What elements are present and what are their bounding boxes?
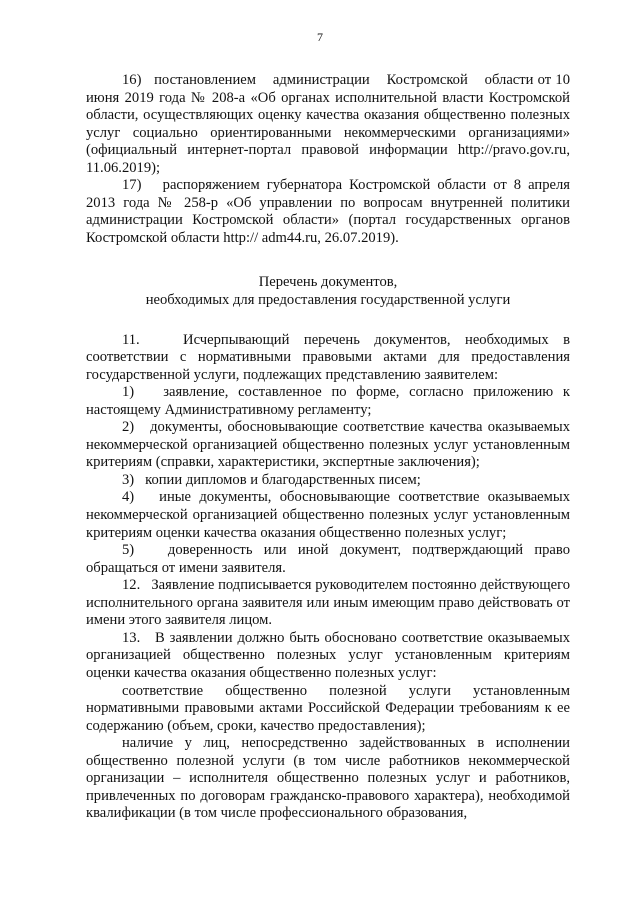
paragraph-criterion-qualification: наличие у лиц, непосредственно задействованных в исполнении общественно полезной услуги (в том числе работников некоммерческой организации – исполнителя общественно полезных услуг и работников, привлеченных по договорам гражданско-правового характера), необходимой квалификации (в том числе профессионального образования, [86, 735, 570, 822]
document-body [86, 72, 570, 823]
paragraph-clause-12: 12. Заявление подписывается руководителем постоянно действующего исполнительного органа заявителя или иным имеющим право действовать от имени этого заявителя лицом. [86, 577, 570, 629]
list-item-1: 1) заявление, составленное по форме, согласно приложению к настоящему Административному регламенту; [86, 384, 570, 418]
paragraph-clause-13: 13. В заявлении должно быть обосновано соответствие оказываемых организацией общественно полезных услуг установленным критериям оценки качества оказания общественно полезных услуг: [86, 629, 570, 681]
section-heading-line-1: Перечень документов, [258, 274, 398, 291]
section-heading-line-2: необходимых для предоставления государственной услуги [145, 292, 511, 309]
paragraph-criterion-content: соответствие общественно полезной услуги установленным нормативными правовыми актами Российской Федерации требованиям к ее содержанию (объем, сроки, качество предоставления); [86, 682, 570, 734]
list-item-4: 4) иные документы, обосновывающие соответствие оказываемых некоммерческой организацией общественно полезных услуг установленным критериям оценки качества оказания общественно полезных услуг; [86, 489, 570, 541]
paragraph-item-17: 17) распоряжением губернатора Костромской области от 8 апреля 2013 года № 258-р «Об управлении по вопросам внутренней политики администрации Костромской области» (портал государственных органов Костромской области http:// adm44.ru, 26.07.2019). [86, 177, 570, 246]
paragraph-clause-11: 11. Исчерпывающий перечень документов, необходимых в соответствии с нормативными правовыми актами для предоставления государственной услуги, подлежащих представлению заявителем: [86, 331, 570, 383]
paragraph-item-16: 16) постановлением администрации Костромской области от 10 июня 2019 года № 208-а «Об органах исполнительной власти Костромской области, осуществляющих оценку качества оказания общественно полезных услуг социально ориентированными некоммерческими организациями» (официальный интернет-портал правовой информации http://pravo.gov.ru, 11.06.2019); [86, 72, 570, 176]
list-item-2: 2) документы, обосновывающие соответствие качества оказываемых некоммерческой организацией общественно полезных услуг установленным критериям (справки, характеристики, экспертные заключения); [86, 419, 570, 471]
spacer [86, 247, 570, 274]
list-item-3: 3) копии дипломов и благодарственных писем; [122, 471, 421, 488]
list-item-5: 5) доверенность или иной документ, подтверждающий право обращаться от имени заявителя. [86, 542, 570, 576]
page-number: 7 [317, 30, 323, 44]
spacer [86, 310, 570, 332]
